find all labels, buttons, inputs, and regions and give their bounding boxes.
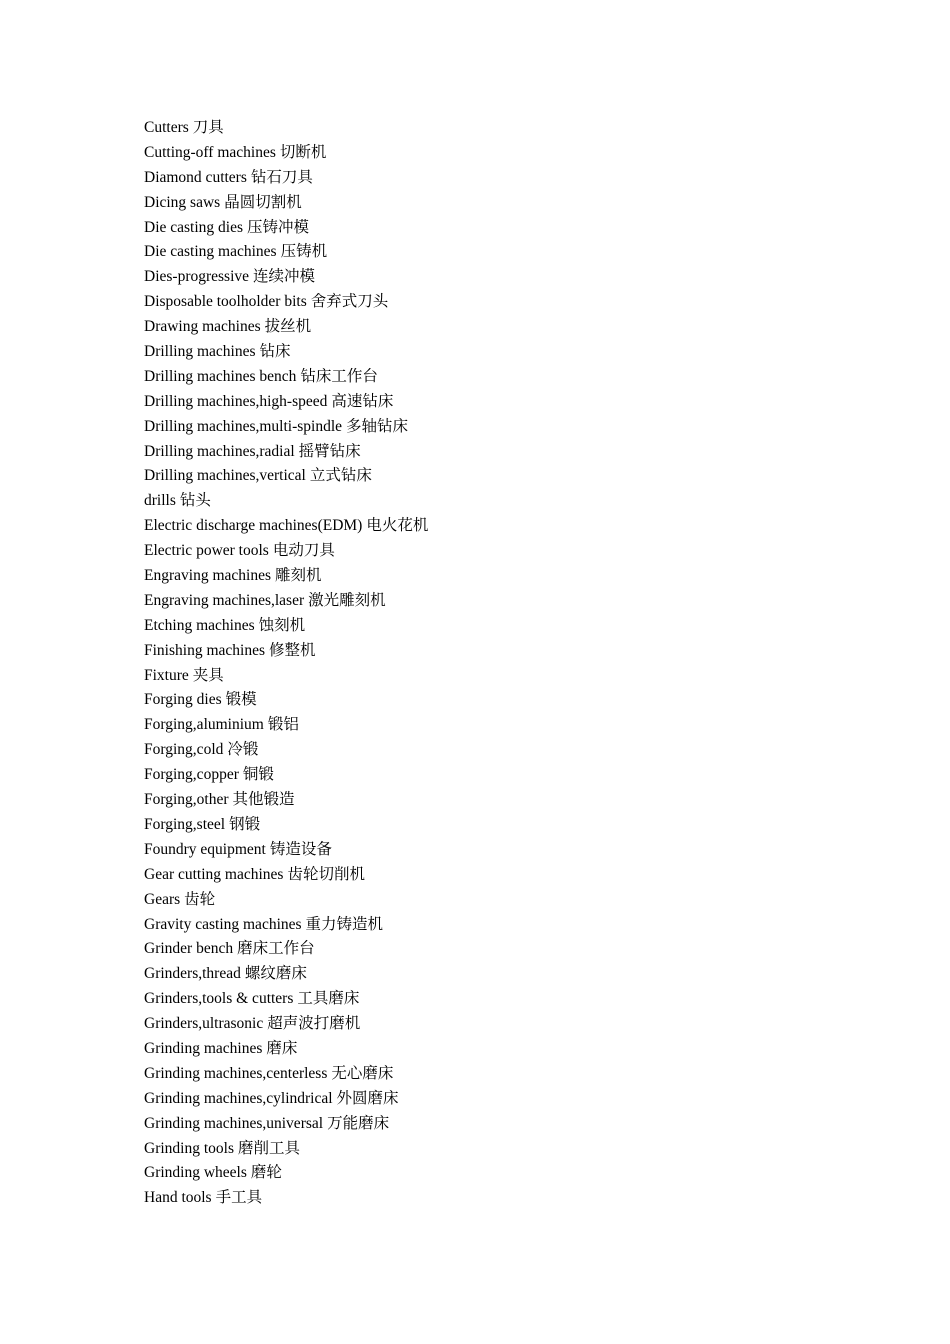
glossary-entry [144, 987, 428, 1012]
term-english: Forging,steel [144, 815, 226, 833]
term-english: Forging dies [144, 691, 222, 709]
term-english: Grinding machines,centerless [144, 1064, 328, 1082]
glossary-entry [144, 1087, 428, 1112]
term-english: Drilling machines,vertical [144, 467, 306, 485]
term-english: Die casting machines [144, 243, 277, 261]
term-english: Gravity casting machines [144, 915, 302, 933]
term-chinese: 钢锻 [229, 815, 261, 833]
glossary-entry [144, 116, 428, 141]
term-chinese: 舍弃式刀头 [310, 293, 389, 311]
glossary-entry [144, 240, 428, 265]
term-english: Drilling machines [144, 343, 256, 361]
glossary-entry [144, 539, 428, 564]
term-chinese: 磨床工作台 [237, 940, 315, 958]
glossary-entry [144, 688, 428, 713]
term-chinese: 修整机 [268, 641, 316, 659]
term-english: Electric discharge machines(EDM) [144, 517, 363, 535]
glossary-entry [144, 888, 428, 913]
glossary-entry [144, 1012, 428, 1037]
term-chinese: 钻床 [259, 343, 291, 361]
term-english: Drilling machines,multi-spindle [144, 417, 343, 435]
term-english: Finishing machines [144, 641, 265, 659]
glossary-entry [144, 265, 428, 290]
glossary-entry [144, 166, 428, 191]
glossary-entry [144, 1137, 428, 1162]
term-english: Grinding machines [144, 1039, 263, 1057]
term-english: Fixture [144, 666, 189, 684]
glossary-entry [144, 1112, 428, 1137]
glossary-entry [144, 489, 428, 514]
term-english: Grinding wheels [144, 1164, 247, 1182]
term-english: Gears [144, 890, 181, 908]
term-chinese: 压铸机 [280, 243, 328, 261]
term-english: drills [144, 492, 176, 510]
term-chinese: 铜锻 [242, 766, 274, 784]
term-english: Cutters [144, 119, 189, 136]
glossary-entry [144, 763, 428, 788]
term-chinese: 无心磨床 [331, 1064, 394, 1082]
glossary-entry [144, 738, 428, 763]
glossary-entry [144, 141, 428, 166]
term-english: Drilling machines bench [144, 367, 297, 385]
term-chinese: 夹具 [192, 666, 224, 684]
term-english: Dies-progressive [144, 268, 250, 286]
glossary-entry [144, 913, 428, 938]
glossary-entry [144, 589, 428, 614]
term-chinese: 电动刀具 [272, 542, 335, 560]
glossary-entry [144, 1062, 428, 1087]
glossary-entry [144, 365, 428, 390]
term-english: Diamond cutters [144, 168, 247, 186]
term-english: Grinders,thread [144, 965, 241, 983]
term-chinese: 其他锻造 [232, 791, 295, 809]
glossary-entry [144, 838, 428, 863]
glossary-entry [144, 1161, 428, 1186]
term-english: Drilling machines,radial [144, 442, 295, 460]
term-chinese: 冷锻 [227, 741, 259, 759]
glossary-entry [144, 390, 428, 415]
term-english: Electric power tools [144, 542, 269, 560]
glossary-entry [144, 440, 428, 465]
term-english: Engraving machines [144, 567, 271, 585]
term-chinese: 蚀刻机 [258, 616, 306, 634]
term-chinese: 拔丝机 [264, 318, 312, 336]
term-chinese: 磨床 [266, 1039, 298, 1057]
glossary-entry [144, 639, 428, 664]
glossary-entry [144, 415, 428, 440]
glossary-entry [144, 1037, 428, 1062]
term-chinese: 磨削工具 [238, 1139, 301, 1157]
term-english: Hand tools [144, 1189, 212, 1207]
term-chinese: 摇臂钻床 [298, 442, 361, 460]
glossary-entry [144, 340, 428, 365]
term-chinese: 多轴钻床 [346, 417, 409, 435]
term-chinese: 万能磨床 [327, 1114, 390, 1132]
term-english: Grinding machines,universal [144, 1114, 324, 1132]
glossary-entry [144, 464, 428, 489]
term-english: Grinders,tools & cutters [144, 990, 294, 1008]
term-english: Forging,copper [144, 766, 239, 784]
term-chinese: 钻头 [179, 492, 211, 510]
glossary-entry [144, 664, 428, 689]
glossary-entry [144, 863, 428, 888]
term-chinese: 刀具 [192, 119, 224, 136]
term-chinese: 重力铸造机 [305, 915, 384, 933]
term-chinese: 激光雕刻机 [308, 591, 386, 609]
term-chinese: 连续冲模 [253, 268, 316, 286]
glossary-entry [144, 937, 428, 962]
glossary-entry [144, 564, 428, 589]
term-chinese: 磨轮 [250, 1164, 282, 1182]
term-english: Engraving machines,laser [144, 591, 305, 609]
term-chinese: 钻石刀具 [250, 168, 313, 186]
term-chinese: 螺纹磨床 [244, 965, 307, 983]
term-english: Forging,aluminium [144, 716, 264, 734]
term-chinese: 切断机 [279, 143, 327, 161]
glossary-entry [144, 315, 428, 340]
glossary-entry [144, 216, 428, 241]
term-chinese: 铸造设备 [269, 840, 332, 858]
term-chinese: 晶圆切割机 [224, 193, 302, 211]
term-english: Die casting dies [144, 218, 244, 236]
term-english: Forging,cold [144, 741, 224, 759]
glossary-entry [144, 290, 428, 315]
term-english: Disposable toolholder bits [144, 293, 307, 311]
term-chinese: 雕刻机 [274, 567, 322, 585]
term-chinese: 超声波打磨机 [267, 1015, 361, 1033]
glossary-entry [144, 788, 428, 813]
term-english: Grinders,ultrasonic [144, 1015, 264, 1033]
term-english: Forging,other [144, 791, 229, 809]
term-chinese: 锻铝 [267, 716, 299, 734]
term-chinese: 手工具 [215, 1189, 263, 1207]
term-chinese: 外圆磨床 [336, 1089, 399, 1107]
term-english: Drawing machines [144, 318, 261, 336]
glossary-entry [144, 614, 428, 639]
term-chinese: 齿轮切削机 [287, 865, 365, 883]
term-chinese: 齿轮 [184, 890, 216, 908]
term-chinese: 压铸冲模 [247, 218, 310, 236]
term-english: Drilling machines,high-speed [144, 392, 328, 410]
term-english: Grinding machines,cylindrical [144, 1089, 333, 1107]
glossary-entry [144, 514, 428, 539]
term-chinese: 立式钻床 [309, 467, 372, 485]
term-english: Foundry equipment [144, 840, 266, 858]
term-english: Grinder bench [144, 940, 234, 958]
glossary-entry [144, 813, 428, 838]
glossary-list [144, 116, 428, 1211]
term-english: Dicing saws [144, 193, 221, 211]
glossary-entry [144, 191, 428, 216]
term-chinese: 电火花机 [366, 517, 429, 535]
glossary-entry [144, 1186, 428, 1211]
term-english: Etching machines [144, 616, 255, 634]
term-chinese: 工具磨床 [297, 990, 360, 1008]
glossary-entry [144, 713, 428, 738]
term-english: Grinding tools [144, 1139, 234, 1157]
term-chinese: 高速钻床 [331, 392, 394, 410]
term-chinese: 锻模 [225, 691, 257, 709]
glossary-entry [144, 962, 428, 987]
term-english: Cutting-off machines [144, 143, 276, 161]
term-chinese: 钻床工作台 [300, 367, 378, 385]
term-english: Gear cutting machines [144, 865, 284, 883]
